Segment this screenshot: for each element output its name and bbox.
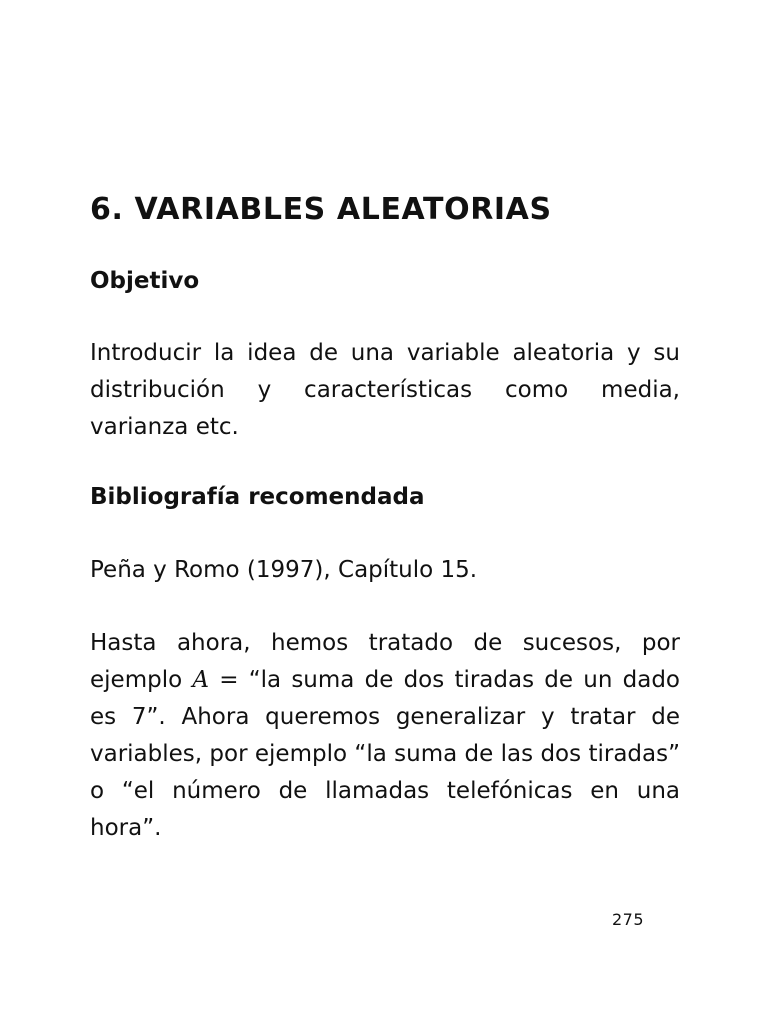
objective-heading: Objetivo <box>90 268 200 294</box>
body-text-start: Hasta ahora, hemos tratado de sucesos, por ejemplo <box>90 630 680 693</box>
math-variable: A <box>192 667 209 693</box>
body-text-end: = “la suma de dos tiradas de un dado es 7”. Ahora queremos generalizar y tratar de variables, por ejemplo “la suma de las dos tiradas” o “el número de llamadas telefónicas en una hora”. <box>90 667 680 841</box>
page-number: 275 <box>612 910 645 929</box>
page-content <box>90 186 680 847</box>
body-paragraph <box>90 625 680 847</box>
objective-text: Introducir la idea de una variable aleatoria y su distribución y características como media, varianza etc. <box>90 340 680 440</box>
chapter-title: 6. VARIABLES ALEATORIAS <box>90 192 552 227</box>
bibliography-heading: Bibliografía recomendada <box>90 484 425 510</box>
bibliography-text: Peña y Romo (1997), Capítulo 15. <box>90 557 478 583</box>
